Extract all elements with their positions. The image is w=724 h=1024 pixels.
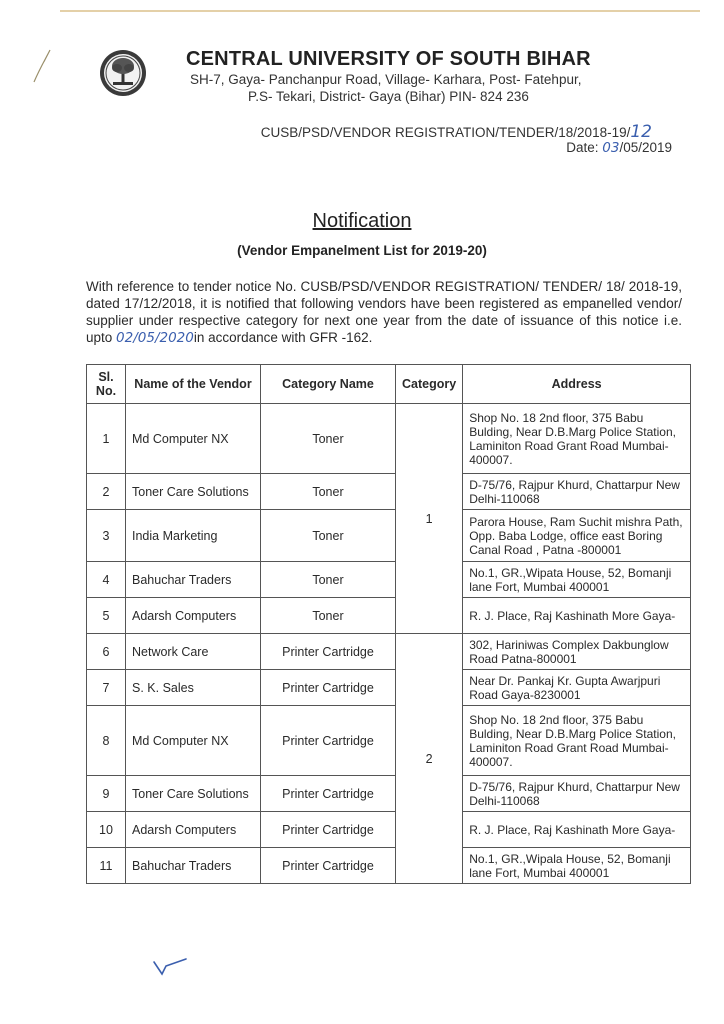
table-row [87, 776, 691, 812]
row-address: R. J. Place, Raj Kashinath More Gaya- [463, 812, 691, 848]
table-row [87, 706, 691, 776]
row-sl: 11 [87, 848, 126, 884]
row-category-name: Printer Cartridge [261, 634, 396, 670]
row-name: Bahuchar Traders [126, 562, 261, 598]
category-group-2: 2 [396, 634, 463, 884]
row-sl: 10 [87, 812, 126, 848]
body-handwritten-date: 02/05/2020 [116, 330, 194, 346]
date-handwritten-day: 03 [602, 140, 620, 156]
table-row [87, 474, 691, 510]
row-address: 302, Hariniwas Complex Dakbunglow Road Patna-800001 [463, 634, 691, 670]
table-row [87, 848, 691, 884]
table-row [87, 634, 691, 670]
row-address: D-75/76, Rajpur Khurd, Chattarpur New Delhi-110068 [463, 776, 691, 812]
table-row [87, 670, 691, 706]
row-sl: 3 [87, 510, 126, 562]
table-row [87, 812, 691, 848]
row-name: Md Computer NX [126, 706, 261, 776]
body-text-part2: in accordance with GFR -162. [193, 330, 373, 345]
reference-number-text: CUSB/PSD/VENDOR REGISTRATION/TENDER/18/2018-19/ [260, 125, 631, 140]
row-category-name: Toner [261, 562, 396, 598]
university-name: CENTRAL UNIVERSITY OF SOUTH BIHAR [186, 48, 591, 70]
row-sl: 4 [87, 562, 126, 598]
vendor-table [86, 364, 691, 884]
table-row [87, 404, 691, 474]
category-group-1: 1 [396, 404, 463, 634]
header-category: Category [396, 365, 463, 404]
row-category-name: Printer Cartridge [261, 848, 396, 884]
row-name: Toner Care Solutions [126, 776, 261, 812]
row-address: Shop No. 18 2nd floor, 375 Babu Bulding, Near D.B.Marg Police Station, Laminiton Road Grant Road Mumbai-400007. [463, 404, 691, 474]
top-scan-line [60, 10, 700, 12]
reference-number [261, 122, 652, 142]
row-sl: 8 [87, 706, 126, 776]
row-name: Bahuchar Traders [126, 848, 261, 884]
row-category-name: Toner [261, 404, 396, 474]
body-text-part1: With reference to tender notice No. CUSB/PSD/VENDOR REGISTRATION/ TENDER/ 18/ 2018-19, dated 17/12/2018, it is notified that following vendors have been registered as empanelled vendor/ supplier under respective category for next one year from the date of issuance of this notice i.e. upto [86, 279, 682, 345]
row-sl: 1 [87, 404, 126, 474]
university-logo-icon [98, 48, 148, 98]
row-name: Network Care [126, 634, 261, 670]
row-address: No.1, GR.,Wipala House, 52, Bomanji lane Fort, Mumbai 400001 [463, 848, 691, 884]
row-category-name: Printer Cartridge [261, 670, 396, 706]
table-row [87, 598, 691, 634]
notice-date [566, 140, 672, 156]
row-address: Parora House, Ram Suchit mishra Path, Opp. Baba Lodge, office east Boring Canal Road , Patna -800001 [463, 510, 691, 562]
row-name: Md Computer NX [126, 404, 261, 474]
row-sl: 9 [87, 776, 126, 812]
row-name: Adarsh Computers [126, 598, 261, 634]
row-sl: 6 [87, 634, 126, 670]
row-name: India Marketing [126, 510, 261, 562]
row-category-name: Toner [261, 598, 396, 634]
header-sl: Sl. No. [87, 365, 126, 404]
header-address: Address [463, 365, 691, 404]
header-category-name: Category Name [261, 365, 396, 404]
table-header-row [87, 365, 691, 404]
row-category-name: Printer Cartridge [261, 776, 396, 812]
table-row [87, 510, 691, 562]
notification-subtitle: (Vendor Empanelment List for 2019-20) [237, 243, 487, 258]
row-name: Adarsh Computers [126, 812, 261, 848]
row-category-name: Toner [261, 474, 396, 510]
row-name: S. K. Sales [126, 670, 261, 706]
pen-mark-icon [30, 48, 54, 86]
row-name: Toner Care Solutions [126, 474, 261, 510]
notification-title: Notification [312, 210, 412, 232]
university-address-line1: SH-7, Gaya- Panchanpur Road, Village- Karhara, Post- Fatehpur, [190, 72, 582, 87]
header-name: Name of the Vendor [126, 365, 261, 404]
row-category-name: Printer Cartridge [261, 812, 396, 848]
row-category-name: Toner [261, 510, 396, 562]
date-prefix: Date: [566, 140, 603, 155]
row-address: Shop No. 18 2nd floor, 375 Babu Bulding, Near D.B.Marg Police Station, Laminiton Road Grant Road Mumbai-400007. [463, 706, 691, 776]
row-address: No.1, GR.,Wipata House, 52, Bomanji lane Fort, Mumbai 400001 [463, 562, 691, 598]
row-address: Near Dr. Pankaj Kr. Gupta Awarjpuri Road Gaya-8230001 [463, 670, 691, 706]
reference-handwritten-number: 12 [630, 122, 652, 142]
handwritten-tick-icon [152, 956, 188, 978]
university-address-line2: P.S- Tekari, District- Gaya (Bihar) PIN- 824 236 [248, 89, 529, 104]
row-address: R. J. Place, Raj Kashinath More Gaya- [463, 598, 691, 634]
date-suffix: /05/2019 [619, 140, 672, 155]
notification-body [86, 278, 682, 347]
row-sl: 7 [87, 670, 126, 706]
table-row [87, 562, 691, 598]
row-sl: 5 [87, 598, 126, 634]
row-category-name: Printer Cartridge [261, 706, 396, 776]
row-address: D-75/76, Rajpur Khurd, Chattarpur New Delhi-110068 [463, 474, 691, 510]
row-sl: 2 [87, 474, 126, 510]
